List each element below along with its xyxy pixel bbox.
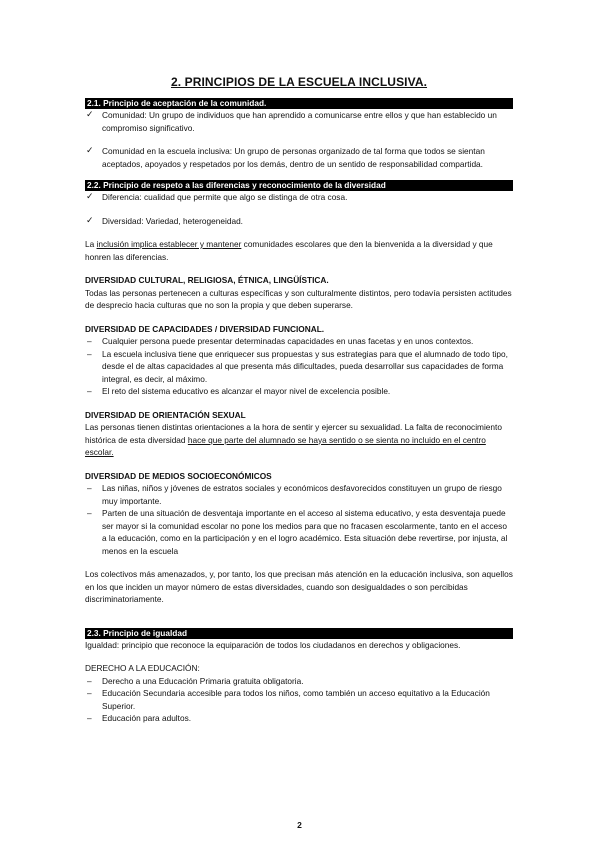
checkmark-icon: ✓ — [86, 215, 94, 226]
list-item: – Educación para adultos. — [87, 713, 192, 723]
list-item-text: Comunidad: Un grupo de individuos que han aprendido a comunicarse entre ellos y que han establecido un compromiso significativo. — [102, 110, 497, 133]
list-item: – Cualquier persona puede presentar determinadas capacidades en unas facetas y en unos contextos. — [87, 336, 474, 346]
list-item: – Parten de una situación de desventaja importante en el acceso al sistema educativo, y esta desventaja puede ser mayor si la comunidad escolar no pone los medios para que no fracasen escolarmente, tanto en el acceso a la educación, como en la participación y en el logro académico. Esta situación debe revertirse, por injusta, al menos en la escuela — [87, 508, 508, 556]
list-item: – Derecho a una Educación Primaria gratuita obligatoria. — [87, 675, 304, 686]
section-heading-2-2: 2.2. Principio de respeto a las diferencias y reconocimiento de la diversidad — [85, 180, 513, 191]
list-item-text: Diversidad: Variedad, heterogeneidad. — [102, 215, 243, 226]
dash-bullet: – — [87, 508, 92, 518]
checkmark-icon: ✓ — [86, 110, 94, 120]
list-item-text: Diferencia: cualidad que permite que algo se distinga de otra cosa. — [102, 192, 348, 202]
dash-bullet: – — [87, 675, 92, 686]
dash-bullet: – — [87, 386, 92, 396]
list-item — [85, 191, 513, 204]
paragraph: Igualdad: principio que reconoce la equiparación de todos los ciudadanos en derechos y obligaciones. — [85, 639, 461, 650]
page-title: 2. PRINCIPIOS DE LA ESCUELA INCLUSIVA. — [170, 75, 428, 89]
underlined-text: hace que parte del alumnado se haya sentido o se sienta no incluido en el centro escolar. — [85, 434, 486, 457]
inclusion-paragraph: La inclusión implica establecer y mantener comunidades escolares que den la bienvenida a la diversidad y que honren las diferencias. — [85, 239, 493, 262]
section-heading-2-1: 2.1. Principio de aceptación de la comunidad. — [85, 98, 513, 109]
dash-bullet: – — [87, 336, 92, 346]
checkmark-icon: ✓ — [86, 192, 94, 202]
list-item — [85, 145, 513, 170]
paragraph: Los colectivos más amenazados, y, por tanto, los que precisan más atención en la educación inclusiva, son aquellos en los que inciden un mayor número de estas diversidades, cuando son desigualdades o son percibidas discriminatoriamente. — [85, 569, 513, 604]
underlined-text: inclusión implica establecer y mantener — [96, 239, 242, 249]
subheading-capacidades: DIVERSIDAD DE CAPACIDADES / DIVERSIDAD FUNCIONAL. — [85, 323, 325, 334]
dash-bullet: – — [87, 688, 92, 698]
dash-bullet: – — [87, 348, 92, 359]
dash-bullet: – — [87, 713, 92, 723]
subheading-orientacion: DIVERSIDAD DE ORIENTACIÓN SEXUAL — [85, 409, 246, 420]
dash-bullet: – — [87, 483, 92, 493]
page-number: 2 — [297, 820, 302, 830]
checkmark-icon: ✓ — [86, 146, 94, 156]
list-item — [85, 215, 513, 228]
list-item: – Educación Secundaria accesible para todos los niños, como también un acceso equitativo a la Educación Superior. — [87, 688, 490, 711]
subheading-socioeconomicos: DIVERSIDAD DE MEDIOS SOCIOECONÓMICOS — [85, 470, 272, 481]
subheading-cultural: DIVERSIDAD CULTURAL, RELIGIOSA, ÉTNICA, LINGÜÍSTICA. — [85, 275, 329, 285]
list-item: – Las niñas, niños y jóvenes de estratos sociales y económicos desfavorecidos constituyen un grupo de riesgo muy importante. — [87, 483, 502, 506]
section-heading-2-3: 2.3. Principio de igualdad — [85, 628, 513, 639]
subheading-derecho: DERECHO A LA EDUCACIÓN: — [85, 663, 200, 673]
list-item — [85, 109, 513, 134]
list-item: – El reto del sistema educativo es alcanzar el mayor nivel de excelencia posible. — [87, 386, 391, 396]
paragraph: Las personas tienen distintas orientaciones a la hora de sentir y ejercer su sexualidad. La falta de reconocimiento histórica de esta diversidad hace que parte del alumnado se haya sentido o se sienta no incluido en el centro escolar. — [85, 422, 502, 457]
list-item-text: Comunidad en la escuela inclusiva: Un grupo de personas organizado de tal forma que todos se sientan aceptados, apoyados y respetados por los demás, dentro de un sentido de responsabilidad compartida. — [102, 146, 485, 169]
paragraph: Todas las personas pertenecen a culturas específicas y son culturalmente distintos, pero todavía persisten actitudes de desprecio hacia culturas que no son la propia y que deben superarse. — [85, 287, 512, 310]
list-item: – La escuela inclusiva tiene que enriquecer sus propuestas y sus estrategias para que el alumnado de todo tipo, desde el de altas capacidades al que presenta más dificultades, pueda desarrollar sus capacidades de forma integral, es decir, al máximo. — [87, 348, 508, 384]
